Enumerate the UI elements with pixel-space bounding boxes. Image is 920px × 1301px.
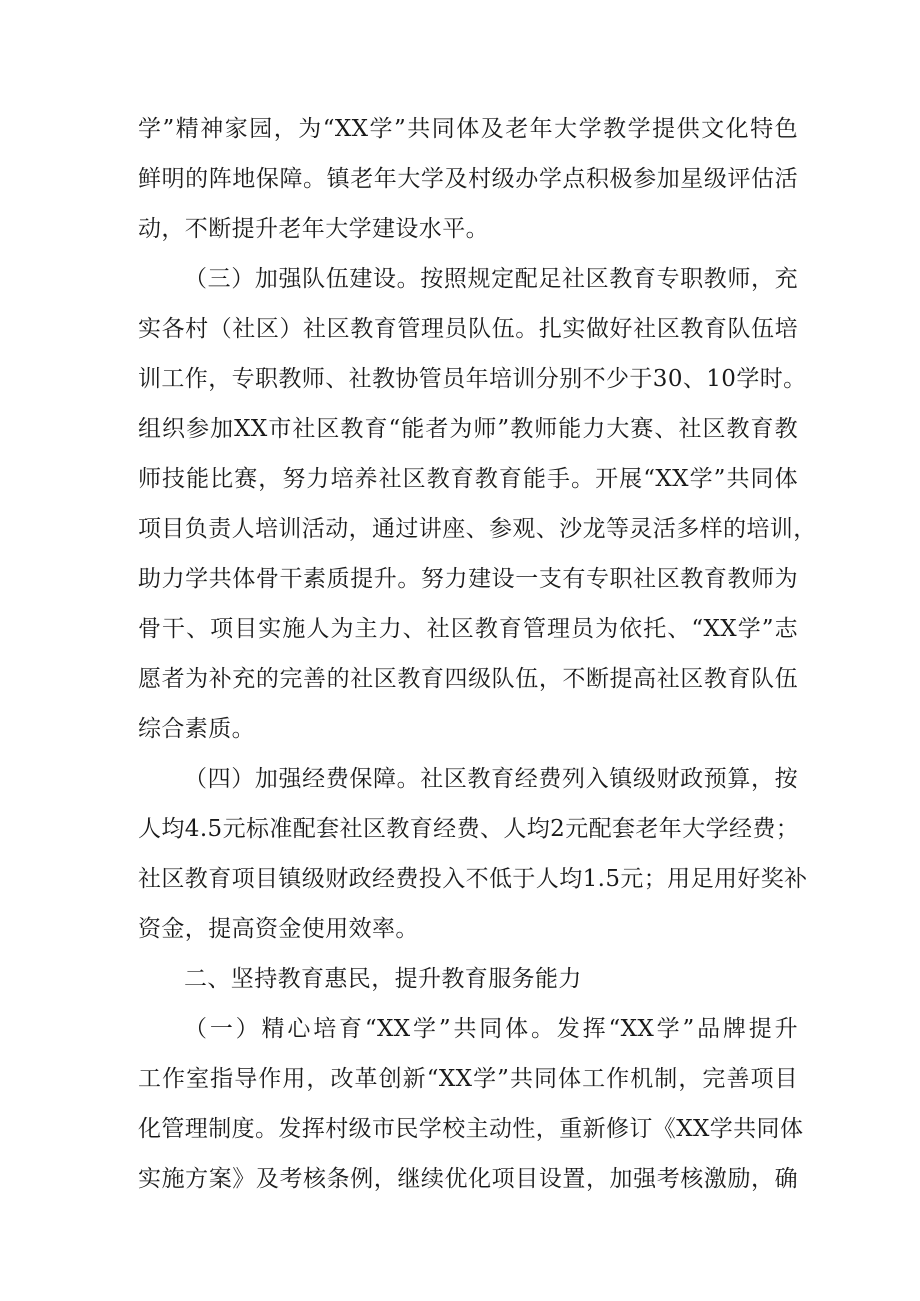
text-line-12: 愿者为补充的完善的社区教育四级队伍，不断提高社区教育队伍 — [138, 666, 798, 692]
text-line-3: 动，不断提升老年大学建设水平。 — [138, 216, 489, 242]
text-line-20: 工作室指导作用，改革创新“XX学”共同体工作机制，完善项目 — [138, 1066, 798, 1092]
section-heading-4: （四）加强经费保障。社区教育经费列入镇级财政预算，按 — [184, 766, 798, 792]
text-line-16: 社区教育项目镇级财政经费投入不低于人均1.5元；用足用好奖补 — [138, 866, 808, 892]
text-line-11: 骨干、项目实施人为主力、社区教育管理员为依托、“XX学”志 — [138, 616, 798, 642]
section-heading-1: （一）精心培育“XX学”共同体。发挥“XX学”品牌提升 — [184, 1016, 798, 1042]
text-line-5: 实各村（社区）社区教育管理员队伍。扎实做好社区教育队伍培 — [138, 316, 798, 342]
text-line-17: 资金，提高资金使用效率。 — [138, 916, 419, 942]
text-line-10: 助力学共体骨干素质提升。努力建设一支有专职社区教育教师为 — [138, 566, 798, 592]
text-line-6: 训工作，专职教师、社教协管员年培训分别不少于30、10学时。 — [138, 366, 807, 392]
chapter-heading-2: 二、坚持教育惠民，提升教育服务能力 — [184, 966, 582, 992]
text-line-22: 实施方案》及考核条例，继续优化项目设置，加强考核激励，确 — [138, 1166, 798, 1192]
text-line-13: 综合素质。 — [138, 716, 255, 742]
section-heading-3: （三）加强队伍建设。按照规定配足社区教育专职教师，充 — [184, 266, 798, 292]
text-line-15: 人均4.5元标准配套社区教育经费、人均2元配套老年大学经费； — [138, 816, 800, 842]
text-line-1: 学”精神家园，为“XX学”共同体及老年大学教学提供文化特色 — [138, 116, 798, 142]
text-line-9: 项目负责人培训活动，通过讲座、参观、沙龙等灵活多样的培训， — [138, 516, 817, 542]
text-line-2: 鲜明的阵地保障。镇老年大学及村级办学点积极参加星级评估活 — [138, 166, 798, 192]
text-line-8: 师技能比赛，努力培养社区教育教育能手。开展“XX学”共同体 — [138, 466, 798, 492]
text-line-7: 组织参加XX市社区教育“能者为师”教师能力大赛、社区教育教 — [138, 416, 798, 442]
text-line-21: 化管理制度。发挥村级市民学校主动性，重新修订《XX学共同体 — [138, 1116, 804, 1142]
